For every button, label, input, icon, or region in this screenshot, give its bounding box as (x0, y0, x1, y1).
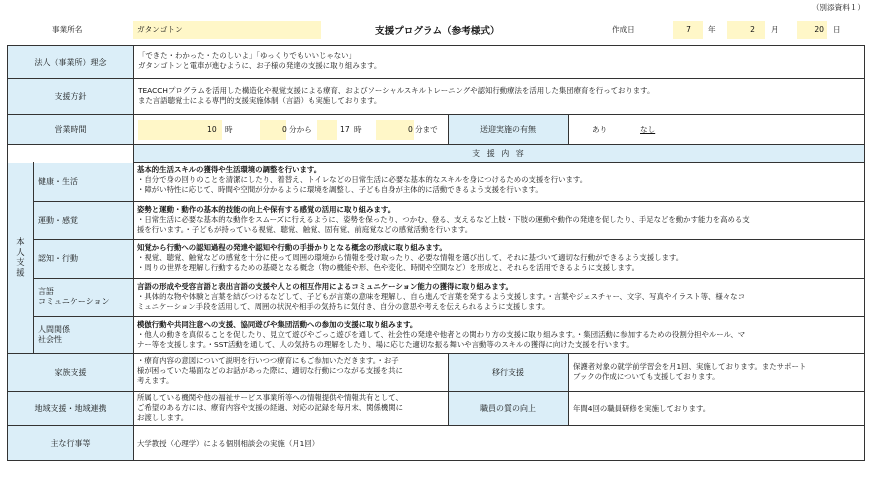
family-line-3: 考えます。 (137, 376, 174, 385)
section-motor-title: 姿勢と運動・動作の基本的技能の向上や保有する感覚の活用に取り組みます。 (137, 205, 396, 214)
community-line-2: ご希望のある方には、療育内容や支援の経過、対応の記録を毎月末、関係機関に (137, 403, 404, 412)
section-cognition-line-1: ・視覚、聴覚、触覚などの感覚を十分に使って周囲の環境から情報を受け取ったり、必要な情報を選び出して、それに基づいて適切な行動ができるよう支援します。 (137, 253, 684, 262)
philosophy-line-2: ガタンゴトンと電車が進むように、お子様の発達の支援に取り組みます。 (138, 61, 382, 70)
support-content-header: 支 援 内 容 (472, 149, 526, 158)
section-social-title: 模倣行動や共同注意への支援、協同遊びや集団活動への参加の支援に取り組みます。 (137, 320, 418, 329)
section-label-social-2: 社会性 (38, 335, 62, 344)
year-field[interactable]: 7 (673, 21, 703, 39)
section-motor-line-2: 援を行います。・子どもが持っている視覚、聴覚、触覚、固有覚、前庭覚などの感覚活動を行います。 (137, 225, 473, 234)
end-hour-unit: 時 (354, 125, 362, 134)
until-label: 分まで (415, 125, 438, 134)
staff-quality-label: 職員の質の向上 (480, 404, 536, 413)
family-line-2: 様が困っていた場面などのお話があった際に、適切な行動につながる支援を共に (137, 366, 403, 375)
policy-label: 支援方針 (54, 92, 87, 101)
month-unit: 月 (771, 25, 779, 34)
hours-label: 営業時間 (54, 125, 87, 134)
office-name-field[interactable]: ガタンゴトン (133, 21, 321, 39)
start-hour-value[interactable]: 10 (207, 125, 217, 134)
section-label-motor: 運動・感覚 (38, 216, 78, 225)
section-language-line-1: ・具体的な物や体験と言葉を結びつけるなどして、子どもが言葉の意味を理解し、自ら進んで言葉を発するよう支援します。・言葉やジェスチャー、文字、写真やイラスト等、様々なコ (137, 292, 745, 301)
day-unit: 日 (833, 25, 841, 34)
month-field[interactable]: 2 (727, 21, 765, 39)
philosophy-label: 法人（事業所）理念 (34, 57, 107, 67)
section-label-cognition: 認知・行動 (38, 254, 78, 263)
section-health-title: 基本的生活スキルの獲得や生活環境の調整を行います。 (137, 165, 322, 174)
community-line-3: お渡しします。 (137, 413, 189, 422)
end-hour-value[interactable]: 17 (340, 125, 350, 134)
page-title: 支援プログラム（参考様式） (375, 26, 500, 37)
section-language-line-2: ミュニケーション手段を活用して、周囲の状況や相手の気持ちに気付き、自分の意思や考えを伝えられるように支援します。 (137, 302, 550, 311)
office-label: 事業所名 (52, 25, 83, 34)
policy-line-2: また言語聴覚士による専門的支援実施体制（言語）も実施しております。 (138, 96, 382, 105)
policy-line-1: TEACCHプログラムを活用した構造化や視覚支援による療育、およびソーシャルスキルトレーニングや認知行動療法を活用した集団療育を行っております。 (138, 86, 655, 95)
family-line-1: ・療育内容の意図について説明を行いつつ療育にもご参加いただきます。・お子 (137, 356, 399, 365)
philosophy-line-1: 「できた・わかった・たのしいよ」「ゆっくりでもいいじゃない」 (138, 51, 356, 60)
from-label: 分から (289, 125, 312, 134)
section-motor-line-1: ・日常生活に必要な基本的な動作をスムーズに行えるように、姿勢を保ったり、つかむ、登る、支えるなど上肢・下肢の運動や動作の発達を促したり、手足などを動かす能力を高める支 (137, 215, 750, 224)
transition-support-label: 移行支援 (492, 368, 524, 377)
family-support-label: 家族支援 (54, 368, 87, 377)
date-label: 作成日 (612, 25, 635, 34)
events-text: 大学教授（心理学）による個別相談会の実施（月1回） (137, 439, 320, 448)
staff-line-1: 年間4回の職員研修を実施しております。 (573, 404, 711, 413)
start-hour-unit: 時 (225, 125, 233, 134)
year-unit: 年 (708, 25, 716, 34)
day-field[interactable]: 20 (797, 21, 827, 39)
section-language-title: 言語の形成や受容言語と表出言語の支援や人との相互作用によるコミュニケーション能力の獲得に取り組みます。 (137, 282, 513, 291)
community-line-1: 所属している機関や他の福祉サービス事業所等への情報提供や情報共有として、 (137, 393, 403, 402)
individual-support-label: 本人支援 (15, 237, 26, 279)
transport-label: 送迎実施の有無 (480, 125, 536, 134)
section-social-line-1: ・他人の動きを真似ることを促したり、見立て遊びやごっこ遊びを通して、社会性の発達や他者との関わり方の支援に取り組みます。・集団活動に参加するための役割分担やルール、マ (137, 330, 746, 339)
events-label: 主な行事等 (50, 438, 91, 448)
section-label-language-2: コミュニケーション (38, 297, 110, 306)
section-cognition-title: 知覚から行動への認知過程の発達や認知や行動の手掛かりとなる概念の形成に取り組みます。 (137, 243, 447, 252)
end-min-value[interactable]: 0 (408, 125, 413, 134)
transport-no-option[interactable]: なし (640, 125, 656, 134)
section-social-line-2: ナー等を支援します。・SST活動を通して、人の気持ちの理解をしたり、場に応じた適切な振る舞いや言動等のスキルの獲得に向けた支援を行います。 (137, 340, 634, 349)
section-health-line-1: ・自分で身の回りのことを清潔にしたり、着替え、トイレなどの日常生活に必要な基本的なスキルを身につけるための支援を行います。 (137, 175, 588, 184)
transport-yes-option[interactable]: あり (592, 125, 608, 134)
section-cognition-line-2: ・周りの世界を理解し行動するための基礎となる概念（物の機能や形、色や変化、時間や空間など）を形成と、それらを活用できるように支援します。 (137, 263, 639, 272)
corner-note: （別添資料１） (811, 3, 865, 12)
section-health-line-2: ・障がい特性に応じて、時間や空間が分かるように環境を調整し、子ども自身が主体的に活動できるよう支援を行います。 (137, 185, 543, 194)
section-label-language-1: 言語 (38, 287, 54, 296)
community-support-label: 地域支援・地域連携 (34, 404, 107, 413)
transition-line-2: ブックの作成についても支援しております。 (573, 372, 720, 381)
section-label-health: 健康・生活 (38, 177, 78, 186)
start-min-value[interactable]: 0 (282, 125, 287, 134)
transition-line-1: 保護者対象の就学前学習会を月1回、実施しております。またサポート (573, 362, 807, 371)
section-label-social-1: 人間関係 (38, 325, 70, 334)
